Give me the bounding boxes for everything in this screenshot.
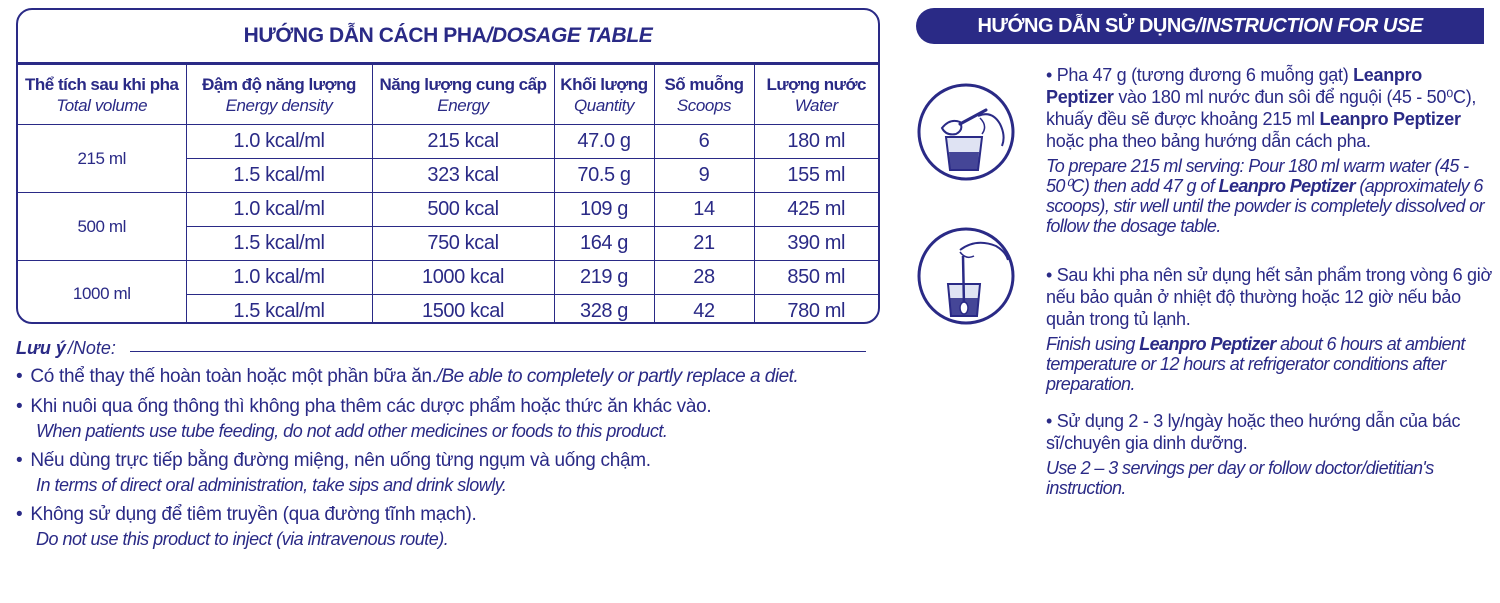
density-cell: 1.0 kcal/ml	[186, 193, 372, 227]
step-2-en: Finish using Leanpro Peptizer about 6 hours at ambient temperature or 12 hours at refrigerator conditions after preparation.	[1046, 334, 1465, 394]
header-scoops: Số muỗng Scoops	[654, 65, 754, 125]
quantity-cell: 70.5 g	[554, 159, 654, 193]
quantity-cell: 328 g	[554, 295, 654, 325]
notes-heading	[16, 338, 876, 359]
density-cell: 1.0 kcal/ml	[186, 261, 372, 295]
table-row	[18, 125, 878, 159]
notes-heading-vi: Lưu ý	[16, 338, 66, 358]
quantity-cell: 164 g	[554, 227, 654, 261]
header-water: Lượng nước Water	[754, 65, 878, 125]
step-2-vi: • Sau khi pha nên sử dụng hết sản phẩm trong vòng 6 giờ nếu bảo quản ở nhiệt độ thường hoặc 12 giờ nếu bảo quản trong tủ lạnh.	[1046, 265, 1492, 329]
density-cell: 1.5 kcal/ml	[186, 227, 372, 261]
scoops-cell: 14	[654, 193, 754, 227]
instructions-text	[1046, 64, 1492, 498]
volume-cell: 1000 ml	[18, 261, 186, 325]
note-item	[16, 503, 876, 551]
scoops-cell: 21	[654, 227, 754, 261]
density-cell: 1.5 kcal/ml	[186, 295, 372, 325]
table-row	[18, 193, 878, 227]
energy-cell: 1500 kcal	[372, 295, 554, 325]
scoops-cell: 6	[654, 125, 754, 159]
note-item	[16, 449, 876, 497]
quantity-cell: 219 g	[554, 261, 654, 295]
note-text-en: /Be able to completely or partly replace a diet.	[436, 366, 799, 387]
scoops-cell: 42	[654, 295, 754, 325]
water-cell: 390 ml	[754, 227, 878, 261]
water-cell: 425 ml	[754, 193, 878, 227]
instruction-step-2	[1046, 264, 1492, 394]
note-text-en: When patients use tube feeding, do not add other medicines or foods to this product.	[36, 421, 668, 441]
step-3-vi: • Sử dụng 2 - 3 ly/ngày hoặc theo hướng dẫn của bác sĩ/chuyên gia dinh dưỡng.	[1046, 411, 1461, 453]
energy-cell: 750 kcal	[372, 227, 554, 261]
bullet-icon: •	[16, 450, 23, 471]
volume-cell: 500 ml	[18, 193, 186, 261]
step-1-vi: • Pha 47 g (tương đương 6 muỗng gạt) Leanpro Peptizer vào 180 ml nước đun sôi để nguội (45 - 50⁰C), khuấy đều sẽ được khoảng 215 ml Leanpro Peptizer hoặc pha theo bảng hướng dẫn cách pha.	[1046, 65, 1477, 151]
scoops-cell: 28	[654, 261, 754, 295]
dosage-table	[18, 64, 878, 324]
water-cell: 155 ml	[754, 159, 878, 193]
dosage-title-vi: HƯỚNG DẪN CÁCH PHA	[243, 24, 487, 47]
header-energy: Năng lượng cung cấp Energy	[372, 65, 554, 125]
quantity-cell: 47.0 g	[554, 125, 654, 159]
note-text-en: In terms of direct oral administration, take sips and drink slowly.	[36, 475, 507, 495]
bullet-icon: •	[16, 504, 23, 525]
energy-cell: 215 kcal	[372, 125, 554, 159]
instructions-title-vi: HƯỚNG DẪN SỬ DỤNG	[977, 14, 1196, 37]
note-text-vi: Không sử dụng để tiêm truyền (qua đường tĩnh mạch).	[30, 504, 477, 525]
stirring-glass-icon	[916, 226, 1016, 326]
instructions-banner	[916, 8, 1484, 44]
energy-cell: 500 kcal	[372, 193, 554, 227]
bullet-icon: •	[16, 396, 23, 417]
energy-cell: 1000 kcal	[372, 261, 554, 295]
notes-heading-en: /Note:	[67, 338, 116, 358]
header-total-volume: Thể tích sau khi pha Total volume	[18, 65, 186, 125]
notes-divider	[130, 351, 866, 352]
dosage-header-row	[18, 65, 878, 125]
energy-cell: 323 kcal	[372, 159, 554, 193]
dosage-table-title	[18, 10, 878, 64]
instruction-step-1	[1046, 64, 1492, 236]
step-3-en: Use 2 – 3 servings per day or follow doctor/dietitian's instruction.	[1046, 458, 1434, 498]
note-text-vi: Khi nuôi qua ống thông thì không pha thêm các dược phẩm hoặc thức ăn khác vào.	[30, 396, 712, 417]
note-item	[16, 395, 876, 443]
bullet-icon: •	[16, 366, 23, 387]
volume-cell: 215 ml	[18, 125, 186, 193]
quantity-cell: 109 g	[554, 193, 654, 227]
pouring-powder-icon	[916, 82, 1016, 182]
scoops-cell: 9	[654, 159, 754, 193]
water-cell: 780 ml	[754, 295, 878, 325]
note-item	[16, 365, 876, 389]
density-cell: 1.0 kcal/ml	[186, 125, 372, 159]
instruction-step-3	[1046, 410, 1492, 498]
notes-section	[16, 338, 876, 551]
table-row	[18, 261, 878, 295]
density-cell: 1.5 kcal/ml	[186, 159, 372, 193]
note-text-en: Do not use this product to inject (via intravenous route).	[36, 529, 449, 549]
water-cell: 850 ml	[754, 261, 878, 295]
instructions-title-en: /INSTRUCTION FOR USE	[1195, 14, 1423, 37]
header-energy-density: Đậm độ năng lượng Energy density	[186, 65, 372, 125]
water-cell: 180 ml	[754, 125, 878, 159]
header-quantity: Khối lượng Quantity	[554, 65, 654, 125]
note-text-vi: Nếu dùng trực tiếp bằng đường miệng, nên uống từng ngụm và uống chậm.	[30, 450, 651, 471]
note-text-vi: Có thể thay thế hoàn toàn hoặc một phần bữa ăn.	[30, 366, 437, 387]
dosage-table-box	[16, 8, 880, 324]
step-1-en: To prepare 215 ml serving: Pour 180 ml warm water (45 - 50⁰C) then add 47 g of Leanpro Peptizer (approximately 6 scoops), stir well until the powder is completely dissolved or follow the dosage table.	[1046, 156, 1484, 236]
dosage-title-en: /DOSAGE TABLE	[486, 24, 653, 47]
